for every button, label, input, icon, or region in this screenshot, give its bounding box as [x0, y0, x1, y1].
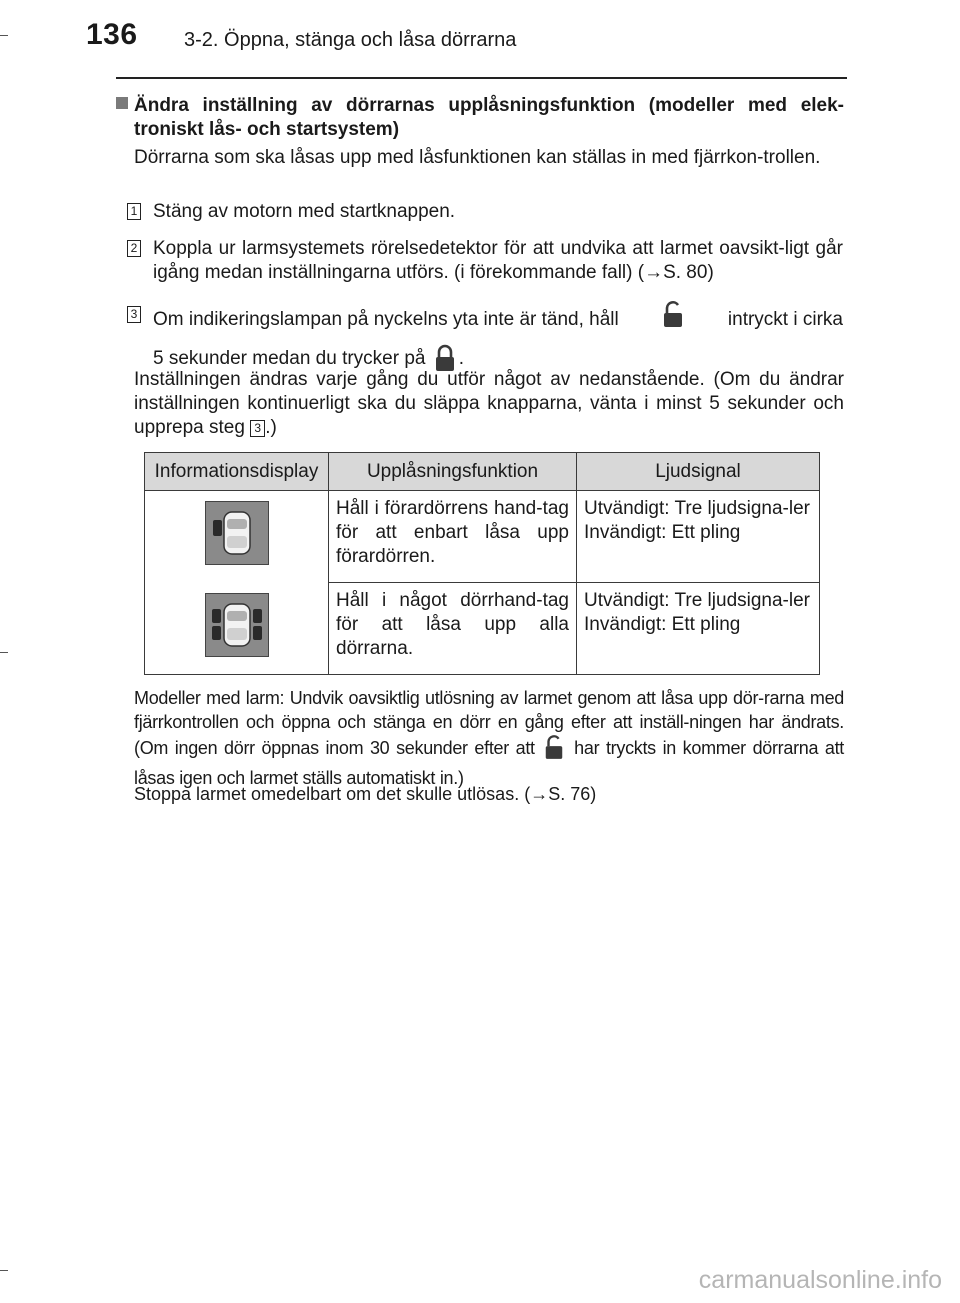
settings-note-text: Inställningen ändras varje gång du utför något av nedanstående. (Om du ändrar inställningen kontinuerligt ska du släppa knapparna, vänta i minst 5 sekunder och upprepa steg	[134, 369, 844, 438]
intro-paragraph: Dörrarna som ska låsas upp med låsfunktionen kan ställas in med fjärrkon-trollen.	[134, 147, 821, 168]
signal-outside: Utvändigt: Tre ljudsigna-ler	[584, 498, 810, 519]
step-ref-box: 3	[250, 420, 265, 437]
function-cell: Håll i förardörrens hand-tag för att enbart låsa upp förardörren.	[329, 491, 577, 583]
step-3-part-c: 5 sekunder medan du trycker på	[153, 348, 426, 369]
unlock-button-icon	[543, 734, 565, 766]
table-row	[145, 583, 820, 675]
crop-mark	[0, 652, 8, 653]
alarm-note-text-cont: har tryckts in kommer dörrarna att låsas igen och larmet ställs automatiskt in.)	[134, 738, 845, 788]
crop-mark	[0, 1270, 8, 1271]
signal-outside: Utvändigt: Tre ljudsigna-ler	[584, 590, 810, 611]
signal-inside: Invändigt: Ett pling	[584, 614, 741, 635]
watermark: carmanualsonline.info	[698, 1266, 942, 1294]
alarm-note	[134, 686, 844, 790]
col-header-display: Informationsdisplay	[145, 453, 329, 491]
step-1-text: Stäng av motorn med startknappen.	[153, 201, 456, 222]
col-header-signal: Ljudsignal	[577, 453, 820, 491]
crop-mark	[0, 35, 8, 36]
function-cell: Håll i något dörrhand-tag för att låsa upp alla dörrarna.	[329, 583, 577, 675]
settings-note-end: .)	[265, 417, 277, 438]
signal-inside: Invändigt: Ett pling	[584, 522, 741, 543]
settings-table	[144, 452, 820, 675]
step-3-part-b: intryckt i cirka	[727, 308, 843, 330]
table-row	[145, 491, 820, 583]
display-cell	[145, 491, 329, 583]
unlock-button-icon	[661, 300, 685, 339]
settings-note	[134, 368, 844, 440]
col-header-function: Upplåsningsfunktion	[329, 453, 577, 491]
step-3-part-a: Om indikeringslampan på nyckelns yta inte är tänd, håll	[153, 308, 619, 330]
all-doors-unlock-display-icon	[205, 593, 269, 657]
display-cell	[145, 583, 329, 675]
page-number: 136	[86, 18, 138, 51]
step-3-part-d: .	[458, 348, 465, 369]
section-title: 3-2. Öppna, stänga och låsa dörrarna	[184, 29, 517, 51]
step-number-box: 3	[127, 306, 141, 323]
step-number-box: 2	[127, 240, 141, 257]
step-number-box: 1	[127, 203, 141, 220]
heading-bullet-icon	[116, 97, 128, 109]
alarm-note-text: Modeller med larm: Undvik oavsiktlig utlösning av larmet genom att låsa upp dör-rarna med fjärrkontrollen och öppna och stänga en dörr en gång efter att inställ-ningen har ändrats. (Om ingen dörr öppnas inom 30 sekunder efter att	[134, 688, 844, 758]
signal-cell	[577, 583, 820, 675]
alarm-stop-note: Stoppa larmet omedelbart om det skulle utlösas. (→S. 76)	[134, 784, 597, 804]
step-2-text: Koppla ur larmsystemets rörelsedetektor för att undvika att larmet oavsikt-ligt går igång medan inställningarna utförs. (i förekommande fall) (→S. 80)	[153, 238, 843, 283]
driver-door-unlock-display-icon	[205, 501, 269, 565]
header-divider	[116, 77, 847, 79]
signal-cell	[577, 491, 820, 583]
section-heading: Ändra inställning av dörrarnas upplåsningsfunktion (modeller med elek-troniskt lås- och startsystem)	[134, 95, 844, 140]
